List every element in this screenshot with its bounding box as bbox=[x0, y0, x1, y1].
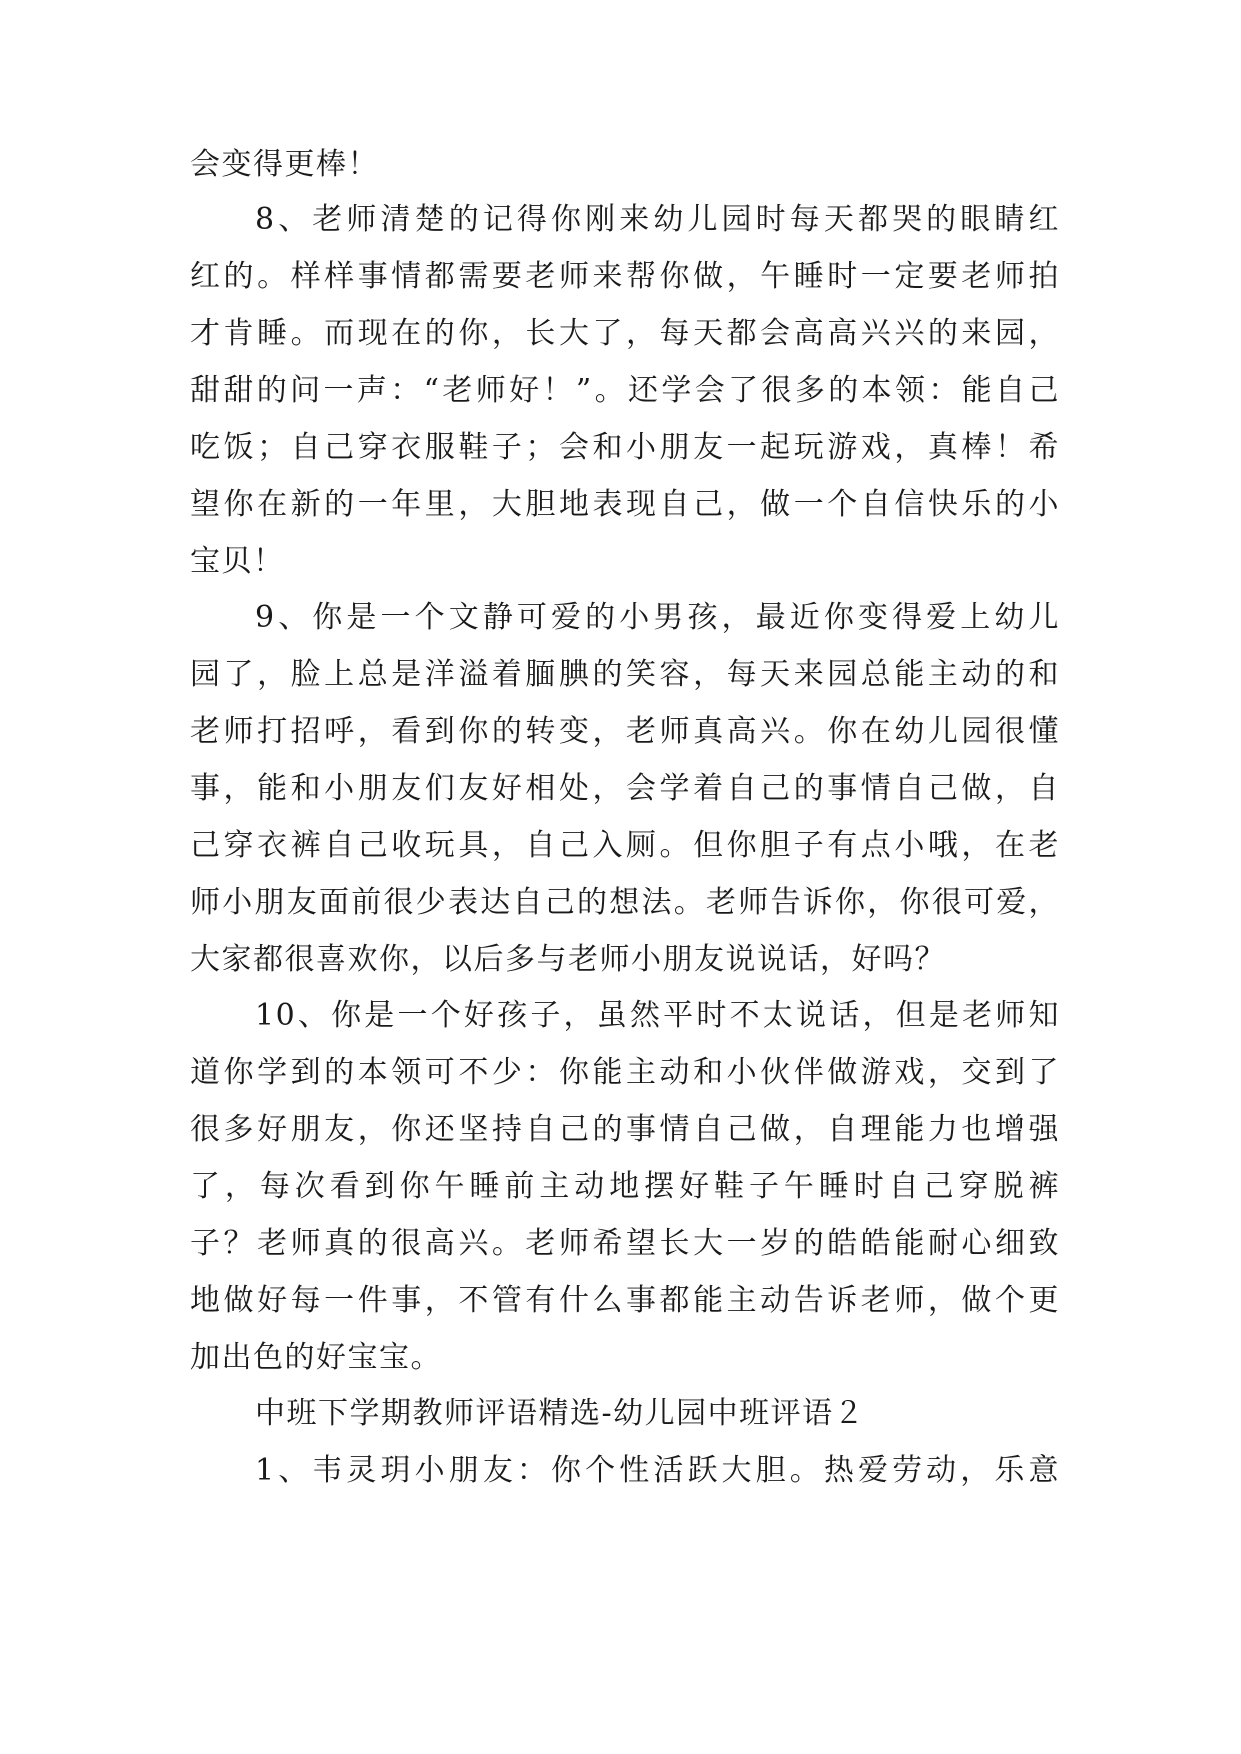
paragraph-10-first-line: 10、你是一个好孩子，虽然平时不太说话，但是老师知 bbox=[255, 998, 1060, 1033]
text-line: 吃饭；自己穿衣服鞋子；会和小朋友一起玩游戏，真棒！希 bbox=[190, 430, 1060, 465]
text-line: 地做好每一件事，不管有什么事都能主动告诉老师，做个更 bbox=[190, 1283, 1060, 1318]
paragraph-1-first-line: 1、韦灵玥小朋友：你个性活跃大胆。热爱劳动，乐意 bbox=[255, 1453, 1060, 1488]
text-line: 子？老师真的很高兴。老师希望长大一岁的皓皓能耐心细致 bbox=[190, 1226, 1060, 1261]
text-line: 甜甜的问一声：“老师好！”。还学会了很多的本领：能自己 bbox=[190, 373, 1060, 408]
section-heading: 中班下学期教师评语精选-幼儿园中班评语２ bbox=[255, 1396, 866, 1431]
paragraph-8-first-line: 8、老师清楚的记得你刚来幼儿园时每天都哭的眼睛红 bbox=[255, 202, 1060, 237]
text-line: 老师打招呼，看到你的转变，老师真高兴。你在幼儿园很懂 bbox=[190, 714, 1060, 749]
text-line: 了，每次看到你午睡前主动地摆好鞋子午睡时自己穿脱裤 bbox=[190, 1169, 1060, 1204]
text-line: 道你学到的本领可不少：你能主动和小伙伴做游戏，交到了 bbox=[190, 1055, 1060, 1090]
text-line: 事，能和小朋友们友好相处，会学着自己的事情自己做，自 bbox=[190, 771, 1060, 806]
text-line: 红的。样样事情都需要老师来帮你做，午睡时一定要老师拍 bbox=[190, 259, 1060, 294]
text-line: 师小朋友面前很少表达自己的想法。老师告诉你，你很可爱， bbox=[190, 885, 1060, 920]
text-line: 园了，脸上总是洋溢着腼腆的笑容，每天来园总能主动的和 bbox=[190, 657, 1060, 692]
text-line: 望你在新的一年里，大胆地表现自己，做一个自信快乐的小 bbox=[190, 487, 1060, 522]
text-line: 会变得更棒！ bbox=[190, 147, 379, 182]
text-line: 加出色的好宝宝。 bbox=[190, 1340, 442, 1375]
text-line: 己穿衣裤自己收玩具，自己入厕。但你胆子有点小哦，在老 bbox=[190, 828, 1060, 863]
text-line: 才肯睡。而现在的你，长大了，每天都会高高兴兴的来园， bbox=[190, 316, 1060, 351]
text-line: 大家都很喜欢你，以后多与老师小朋友说说话，好吗？ bbox=[190, 942, 946, 977]
paragraph-9-first-line: 9、你是一个文静可爱的小男孩，最近你变得爱上幼儿 bbox=[255, 600, 1060, 635]
text-line: 很多好朋友，你还坚持自己的事情自己做，自理能力也增强 bbox=[190, 1112, 1060, 1147]
text-line: 宝贝！ bbox=[190, 544, 285, 579]
